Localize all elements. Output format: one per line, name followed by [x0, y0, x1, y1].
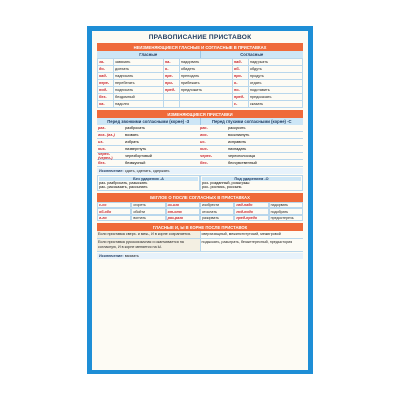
- word-cell: доехать: [114, 66, 164, 73]
- i-y-rule-row: [97, 239, 303, 252]
- prefix-cell: пере-: [98, 80, 114, 87]
- prefix-cell: с-: [232, 101, 248, 108]
- poster-sheet: [92, 31, 308, 370]
- word-cell: надорвать: [179, 59, 232, 66]
- word-cell: безвкусный: [125, 161, 146, 166]
- word-cell: обидеть: [179, 66, 232, 73]
- unchanging-table: [97, 58, 303, 108]
- word-cell: разбросать: [125, 126, 145, 131]
- i-y-rule-row: [97, 231, 303, 239]
- prefix-cell: раз-: [98, 126, 106, 131]
- word-cell: надписать: [114, 73, 164, 80]
- word-cell: бездомный: [114, 94, 164, 101]
- unstressed-column: [97, 175, 200, 191]
- unstressed-words-2: рас- рассказать, рассыпать: [99, 185, 148, 190]
- table-row: [97, 132, 303, 139]
- changing-table: [92, 125, 308, 167]
- word-cell: сгореть: [131, 202, 165, 209]
- prefix-cell: от-ото: [166, 208, 200, 215]
- word-cell: вогнать: [131, 215, 165, 222]
- prefix-cell: через- (через-): [98, 152, 113, 161]
- word-cell: ниспадать: [228, 147, 247, 152]
- section-unchanging-banner: НЕИЗМЕНЯЮЩИЕСЯ ГЛАСНЫЕ И СОГЛАСНЫЕ В ПРИСТАВКАХ: [97, 43, 303, 51]
- rule-text-1: Если приставка сверх- и меж-, И в корне сохраняется.: [97, 231, 201, 238]
- vowels-header: Гласные: [97, 51, 201, 58]
- word-cell: надорвать: [269, 202, 303, 209]
- page-title: ПРАВОПИСАНИЕ ПРИСТАВОК: [148, 34, 252, 41]
- table-row: [98, 101, 303, 108]
- i-y-exception-note: [97, 253, 303, 259]
- word-cell: чересполосица: [228, 154, 255, 159]
- prefix-cell: черес-: [200, 154, 213, 159]
- table-row: [97, 139, 303, 146]
- prefix-cell: над-надо: [234, 202, 268, 209]
- section-fleeting-o-banner: БЕГЛОЕ О ПОСЛЕ СОГЛАСНЫХ В ПРИСТАВКАХ: [97, 193, 303, 201]
- prefix-cell: из-: [98, 140, 104, 145]
- prefix-cell: воз- (вз-): [98, 133, 115, 138]
- prefix-cell: о-: [163, 66, 179, 73]
- word-cell: предсказать: [248, 94, 302, 101]
- word-cell: отдать: [248, 80, 302, 87]
- word-cell: возвать: [125, 133, 139, 138]
- prefix-cell: под-подо: [234, 208, 268, 215]
- word-cell: прибежать: [179, 80, 232, 87]
- word-cell: воскликнуть: [228, 133, 250, 138]
- word-cell: раскусить: [228, 126, 246, 131]
- word-cell: разорвать: [200, 215, 234, 222]
- section-unchanging-header: [97, 51, 303, 58]
- stressed-column: [200, 175, 303, 191]
- word-cell: перебегать: [114, 80, 164, 87]
- section-changing-header: [97, 118, 303, 125]
- exception-text: сдать, сделать, сдержать: [124, 169, 170, 174]
- prefix-cell: при-: [163, 80, 179, 87]
- section-i-y-banner: ГЛАСНЫЕ И, Ы В КОРНЕ ПОСЛЕ ПРИСТАВОК: [97, 223, 303, 231]
- prefix-cell: из-изо: [166, 202, 200, 209]
- prefix-cell: пред-: [163, 87, 179, 94]
- prefix-cell: бес-: [200, 161, 208, 166]
- word-cell: предостеречь: [269, 215, 303, 222]
- prefix-cell: под-: [98, 87, 114, 94]
- table-row: [98, 66, 303, 73]
- word-cell: подставить: [248, 87, 302, 94]
- prefix-cell: [163, 94, 179, 101]
- prefix-cell: по-: [232, 87, 248, 94]
- word-cell: черезбортовый: [125, 154, 152, 159]
- prefix-cell: об-: [232, 66, 248, 73]
- stressed-words-2: рос- роспись, россыпь: [202, 185, 242, 190]
- word-cell: сказать: [248, 101, 302, 108]
- unstressed-words-1: раз- разбросать, разыскать: [99, 181, 148, 186]
- prefix-cell: без-: [98, 94, 114, 101]
- word-cell: исправить: [228, 140, 247, 145]
- stressed-words-1: роз- розданный, розыгрыш: [202, 181, 250, 186]
- prefix-cell: на-: [163, 59, 179, 66]
- word-cell: низвергнуть: [125, 147, 147, 152]
- consonants-header: Согласные: [240, 52, 264, 58]
- prefix-cell: на-: [98, 101, 114, 108]
- unstressed-header: Без ударения -А: [99, 177, 198, 181]
- section-changing-banner: ИЗМЕНЯЮЩИЕСЯ ПРИСТАВКИ: [97, 110, 303, 118]
- table-row: [97, 153, 303, 160]
- word-cell: подписать: [114, 87, 164, 94]
- table-row: [98, 87, 303, 94]
- word-cell: избрать: [125, 140, 139, 145]
- prefix-cell: вос-: [200, 133, 208, 138]
- word-cell: завязать: [114, 59, 164, 66]
- prefix-cell: до-: [98, 66, 114, 73]
- table-row: [98, 59, 303, 66]
- word-cell: обойти: [131, 208, 165, 215]
- word-cell: бесчувственный: [228, 161, 257, 166]
- word-cell: предложить: [179, 87, 232, 94]
- table-row: [97, 146, 303, 153]
- prefix-cell: пре-: [163, 73, 179, 80]
- word-cell: [179, 94, 232, 101]
- i-y-rules: [97, 231, 303, 259]
- word-cell: обдуть: [248, 66, 302, 73]
- fleeting-o-grid: [97, 202, 303, 222]
- word-cell: подобрать: [269, 208, 303, 215]
- prefix-cell: раз-разо: [166, 215, 200, 222]
- prefix-cell: об-обо: [97, 208, 131, 215]
- prefix-cell: в-во: [97, 215, 131, 222]
- stress-split: [97, 175, 303, 191]
- word-cell: [179, 101, 232, 108]
- word-cell: преподать: [179, 73, 232, 80]
- exception-text: взимать: [124, 254, 139, 259]
- poster-frame: [87, 26, 313, 374]
- prefix-cell: без-: [98, 161, 106, 166]
- voiceless-header: Перед глухими согласными (корне) -С: [211, 119, 292, 125]
- rule-text-2: Если приставка русскоязычная и оканчивается на согласную, И в корне меняется на Ы.: [97, 239, 201, 251]
- changing-exception-note: [97, 168, 303, 174]
- voiced-header: Перед звонкими согласными (корне) -З: [97, 118, 201, 125]
- prefix-cell: низ-: [98, 147, 106, 152]
- prefix-cell: про-: [232, 73, 248, 80]
- table-row: [98, 80, 303, 87]
- prefix-cell: с-со: [97, 202, 131, 209]
- word-cell: изобрести: [200, 202, 234, 209]
- prefix-cell: рас-: [200, 126, 208, 131]
- table-row: [97, 160, 303, 167]
- word-cell: продуть: [248, 73, 302, 80]
- prefix-cell: над-: [232, 59, 248, 66]
- prefix-cell: над-: [98, 73, 114, 80]
- prefix-cell: о-: [232, 80, 248, 87]
- prefix-cell: пред-: [232, 94, 248, 101]
- table-row: [98, 94, 303, 101]
- word-cell: надолго: [114, 101, 164, 108]
- table-row: [98, 73, 303, 80]
- stressed-header: Под ударением -О: [202, 177, 301, 181]
- rule-examples-2: подыскать, разыграть, безынтересный, предыстория: [201, 240, 293, 245]
- prefix-cell: пред-предо: [234, 215, 268, 222]
- exception-label: Исключение:: [99, 254, 124, 259]
- exception-label: Исключение:: [99, 169, 124, 174]
- prefix-cell: нис-: [200, 147, 208, 152]
- table-row: [97, 125, 303, 132]
- prefix-cell: [163, 101, 179, 108]
- prefix-cell: ис-: [200, 140, 206, 145]
- prefix-cell: за-: [98, 59, 114, 66]
- rule-examples-1: сверхизящный, межинститутский, межигровой: [201, 232, 281, 237]
- word-cell: отослать: [200, 208, 234, 215]
- word-cell: надгрызть: [248, 59, 302, 66]
